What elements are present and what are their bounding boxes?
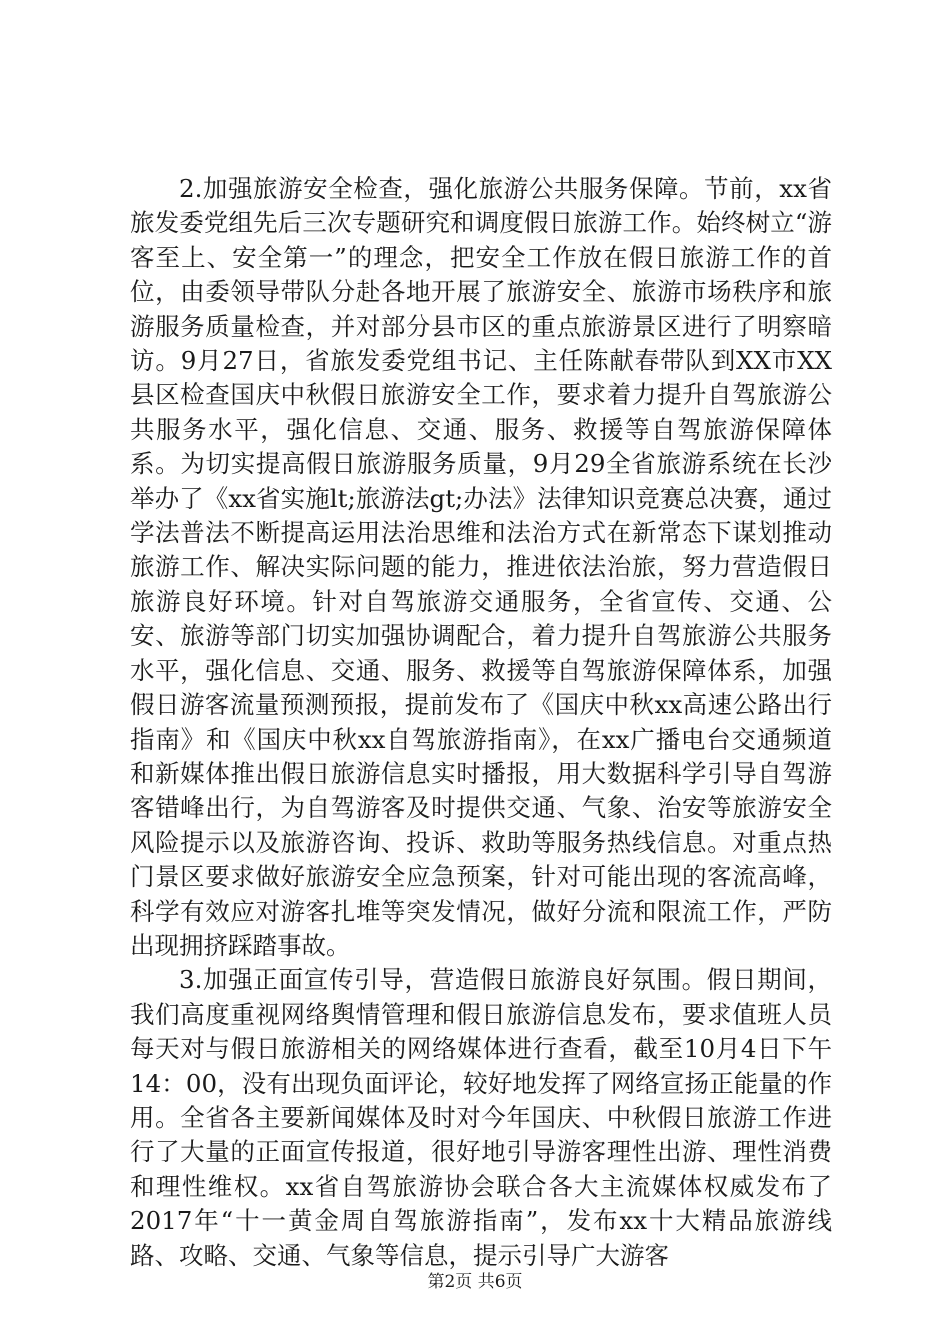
page-number-footer: 第2页 共6页 <box>427 1272 523 1292</box>
paragraph-safety-inspection: 2.加强旅游安全检查，强化旅游公共服务保障。节前，xx省旅发委党组先后三次专题研究和调度假日旅游工作。始终树立“游客至上、安全第一”的理念，把安全工作放在假日旅游工作的首位，由委领导带队分赴各地开展了旅游安全、旅游市场秩序和旅游服务质量检查，并对部分县市区的重点旅游景区进行了明察暗访。9月27日，省旅发委党组书记、主任陈献春带队到XX市XX县区检查国庆中秋假日旅游安全工作，要求着力提升自驾旅游公共服务水平，强化信息、交通、服务、救援等自驾旅游保障体系。为切实提高假日旅游服务质量，9月29全省旅游系统在长沙举办了《xx省实施lt;旅游法gt;办法》法律知识竞赛总决赛，通过学法普法不断提高运用法治思维和法治方式在新常态下谋划推动旅游工作、解决实际问题的能力，推进依法治旅，努力营造假日旅游良好环境。针对自驾旅游交通服务，全省宣传、交通、公安、旅游等部门切实加强协调配合，着力提升自驾旅游公共服务水平，强化信息、交通、服务、救援等自驾旅游保障体系，加强假日游客流量预测预报，提前发布了《国庆中秋xx高速公路出行指南》和《国庆中秋xx自驾旅游指南》，在xx广播电台交通频道和新媒体推出假日旅游信息实时播报，用大数据科学引导自驾游客错峰出行，为自驾游客及时提供交通、气象、治安等旅游安全风险提示以及旅游咨询、投诉、救助等服务热线信息。对重点热门景区要求做好旅游安全应急预案，针对可能出现的客流高峰，科学有效应对游客扎堆等突发情况，做好分流和限流工作，严防出现拥挤踩踏事故。 <box>130 174 832 960</box>
document-body <box>130 172 832 1273</box>
paragraph-publicity-guidance: 3.加强正面宣传引导，营造假日旅游良好氛围。假日期间，我们高度重视网络舆情管理和假日旅游信息发布，要求值班人员每天对与假日旅游相关的网络媒体进行查看，截至10月4日下午14：00，没有出现负面评论，较好地发挥了网络宣扬正能量的作用。全省各主要新闻媒体及时对今年国庆、中秋假日旅游工作进行了大量的正面宣传报道，很好地引导游客理性出游、理性消费和理性维权。xx省自驾旅游协会联合各大主流媒体权威发布了2017年“十一黄金周自驾旅游指南”，发布xx十大精品旅游线路、攻略、交通、气象等信息，提示引导广大游客 <box>130 965 832 1270</box>
